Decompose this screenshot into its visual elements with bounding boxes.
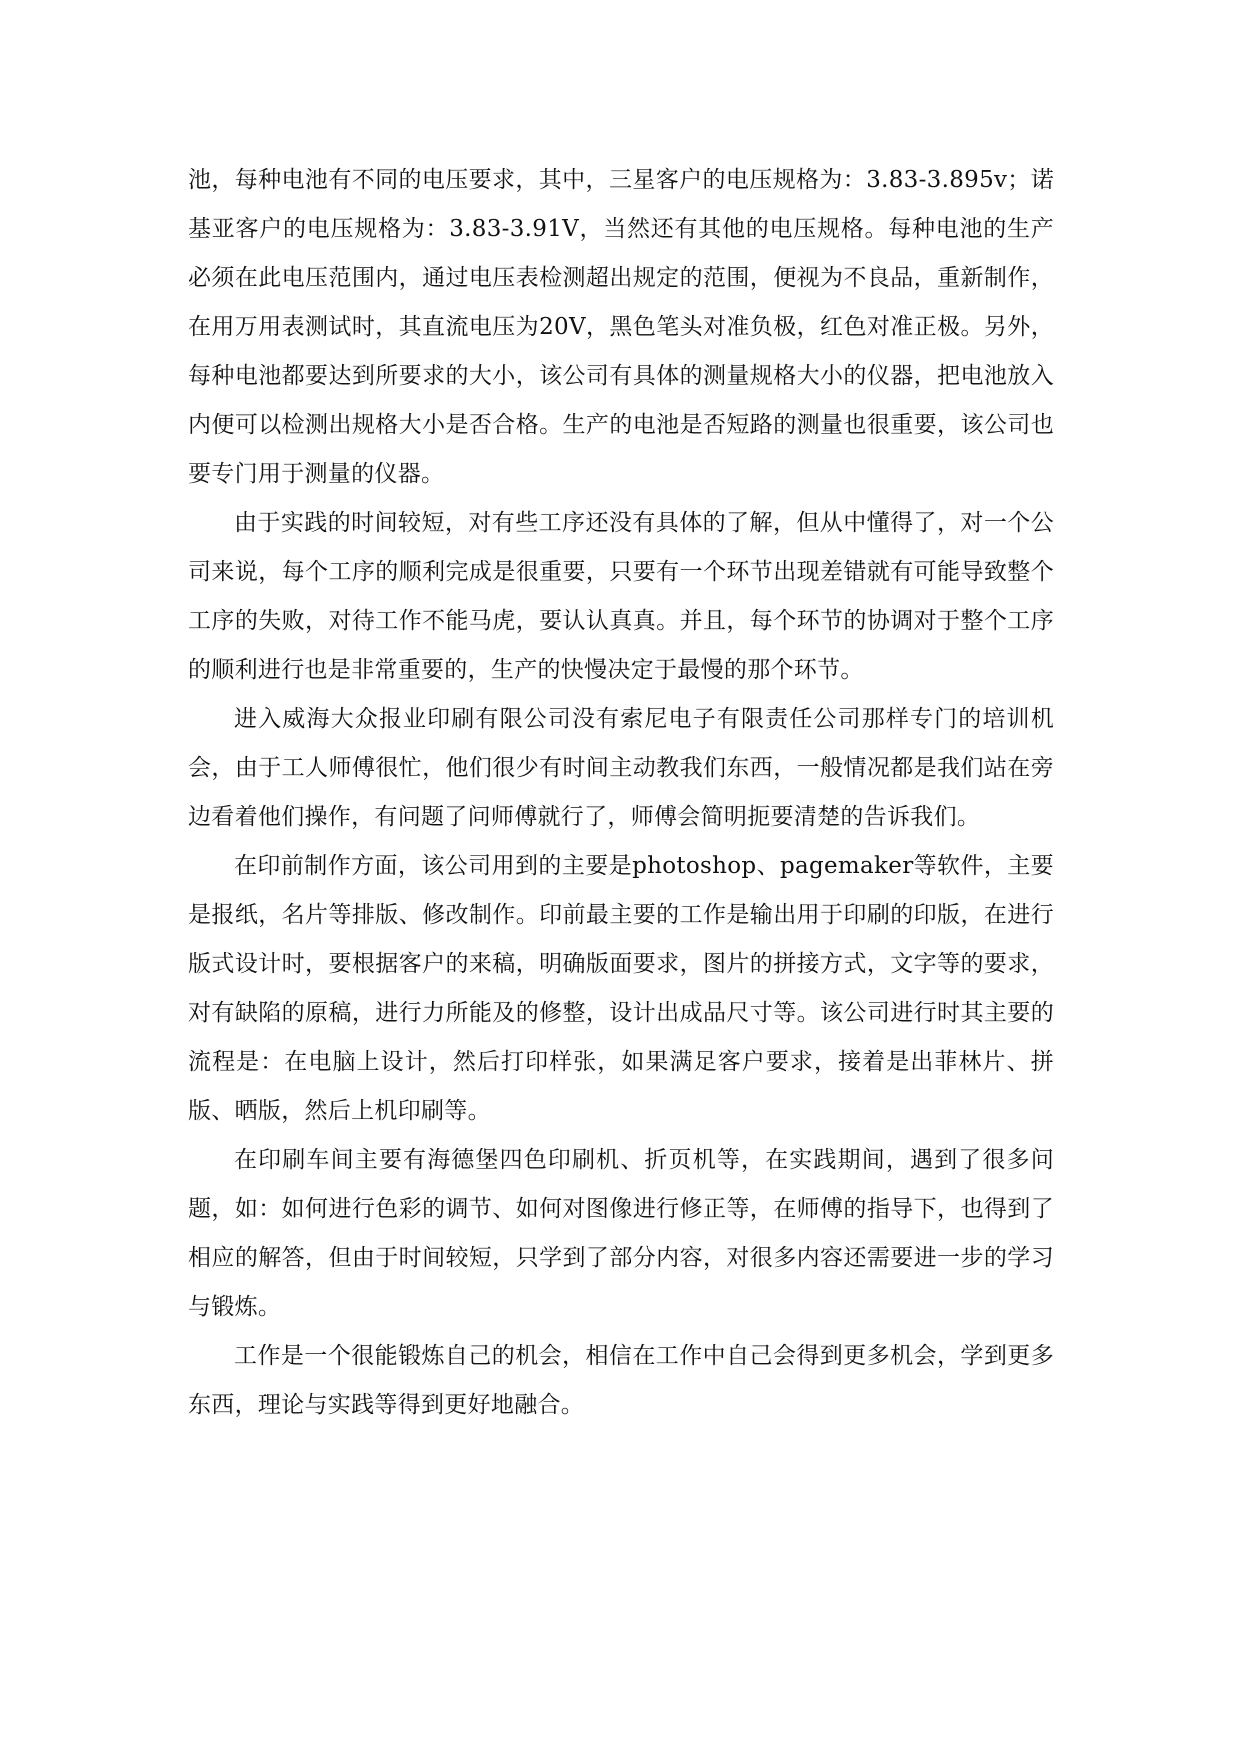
paragraph: 工作是一个很能锻炼自己的机会，相信在工作中自己会得到更多机会，学到更多东西，理论与实践等得到更好地融合。 — [188, 1343, 1054, 1418]
paragraph: 由于实践的时间较短，对有些工序还没有具体的了解，但从中懂得了，对一个公司来说，每个工序的顺利完成是很重要，只要有一个环节出现差错就有可能导致整个工序的失败，对待工作不能马虎，要认认真真。并且，每个环节的协调对于整个工序的顺利进行也是非常重要的，生产的快慢决定于最慢的那个环节。 — [188, 510, 1054, 683]
paragraph: 进入威海大众报业印刷有限公司没有索尼电子有限责任公司那样专门的培训机会，由于工人师傅很忙，他们很少有时间主动教我们东西，一般情况都是我们站在旁边看着他们操作，有问题了问师傅就行了，师傅会简明扼要清楚的告诉我们。 — [188, 706, 1054, 830]
paragraph: 在印前制作方面，该公司用到的主要是photoshop、pagemaker等软件，主要是报纸，名片等排版、修改制作。印前最主要的工作是输出用于印刷的印版，在进行版式设计时，要根据客户的来稿，明确版面要求，图片的拼接方式，文字等的要求，对有缺陷的原稿，进行力所能及的修整，设计出成品尺寸等。该公司进行时其主要的流程是：在电脑上设计，然后打印样张，如果满足客户要求，接着是出菲林片、拼版、晒版，然后上机印刷等。 — [188, 853, 1054, 1124]
body-text — [188, 156, 1054, 1430]
paragraph-continued: 池，每种电池有不同的电压要求，其中，三星客户的电压规格为：3.83-3.895v；诺基亚客户的电压规格为：3.83-3.91V，当然还有其他的电压规格。每种电池的生产必须在此电压范围内，通过电压表检测超出规定的范围，便视为不良品，重新制作，在用万用表测试时，其直流电压为20V，黑色笔头对准负极，红色对准正极。另外，每种电池都要达到所要求的大小，该公司有具体的测量规格大小的仪器，把电池放入内便可以检测出规格大小是否合格。生产的电池是否短路的测量也很重要，该公司也要专门用于测量的仪器。 — [188, 167, 1054, 487]
paragraph: 在印刷车间主要有海德堡四色印刷机、折页机等，在实践期间，遇到了很多问题，如：如何进行色彩的调节、如何对图像进行修正等，在师傅的指导下，也得到了相应的解答，但由于时间较短，只学到了部分内容，对很多内容还需要进一步的学习与锻炼。 — [188, 1147, 1054, 1320]
